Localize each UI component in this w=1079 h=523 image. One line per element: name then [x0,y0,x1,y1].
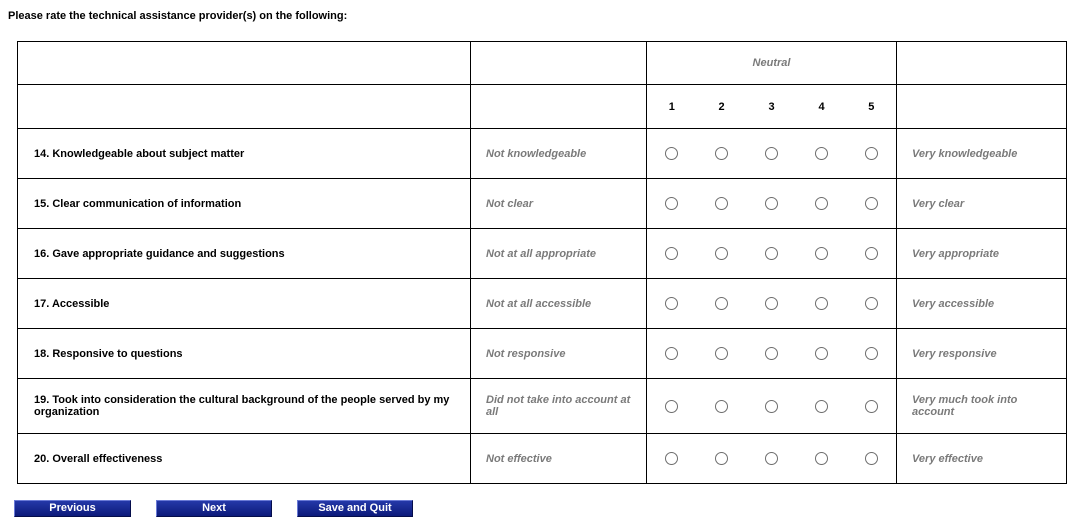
radio-q20-3[interactable] [765,452,778,465]
radio-q17-4[interactable] [815,297,828,310]
scale-number-1: 1 [647,85,697,129]
neutral-label: Neutral [647,42,897,85]
radio-q14-2[interactable] [715,147,728,160]
low-anchor-label: Not effective [471,434,647,484]
question-text: 15. Clear communication of information [18,179,471,229]
low-anchor-label: Not clear [471,179,647,229]
radio-q19-1[interactable] [665,400,678,413]
header-blank-low-anchor [471,85,647,129]
question-text: 19. Took into consideration the cultural background of the people served by my organization [18,379,471,434]
low-anchor-label: Did not take into account at all [471,379,647,434]
radio-q17-1[interactable] [665,297,678,310]
radio-q16-4[interactable] [815,247,828,260]
radio-q14-4[interactable] [815,147,828,160]
question-text: 17. Accessible [18,279,471,329]
high-anchor-label: Very effective [897,434,1067,484]
question-text: 20. Overall effectiveness [18,434,471,484]
low-anchor-label: Not responsive [471,329,647,379]
radio-q15-4[interactable] [815,197,828,210]
radio-q15-3[interactable] [765,197,778,210]
rating-table [17,41,1067,484]
question-text: 18. Responsive to questions [18,329,471,379]
question-row-15 [18,179,1067,229]
radio-q16-5[interactable] [865,247,878,260]
radio-q15-2[interactable] [715,197,728,210]
previous-button[interactable]: Previous [14,500,131,517]
low-anchor-label: Not at all accessible [471,279,647,329]
high-anchor-label: Very much took into account [897,379,1067,434]
radio-q18-2[interactable] [715,347,728,360]
high-anchor-label: Very clear [897,179,1067,229]
radio-q19-4[interactable] [815,400,828,413]
radio-q17-2[interactable] [715,297,728,310]
radio-q16-2[interactable] [715,247,728,260]
radio-q20-4[interactable] [815,452,828,465]
radio-q17-3[interactable] [765,297,778,310]
question-row-17 [18,279,1067,329]
scale-number-4: 4 [797,85,847,129]
header-blank-low-anchor [471,42,647,85]
scale-number-2: 2 [697,85,747,129]
radio-q15-1[interactable] [665,197,678,210]
high-anchor-label: Very responsive [897,329,1067,379]
radio-q15-5[interactable] [865,197,878,210]
low-anchor-label: Not knowledgeable [471,129,647,179]
radio-q14-3[interactable] [765,147,778,160]
question-text: 14. Knowledgeable about subject matter [18,129,471,179]
radio-q18-3[interactable] [765,347,778,360]
scale-number-5: 5 [847,85,897,129]
header-blank-question [18,42,471,85]
question-text: 16. Gave appropriate guidance and suggestions [18,229,471,279]
radio-q18-5[interactable] [865,347,878,360]
save-and-quit-button[interactable]: Save and Quit [297,500,413,517]
high-anchor-label: Very knowledgeable [897,129,1067,179]
header-row-neutral [18,42,1067,85]
question-row-16 [18,229,1067,279]
header-row-numbers [18,85,1067,129]
next-button[interactable]: Next [156,500,272,517]
radio-q16-1[interactable] [665,247,678,260]
page-instruction: Please rate the technical assistance provider(s) on the following: [8,10,348,22]
radio-q19-2[interactable] [715,400,728,413]
question-row-14 [18,129,1067,179]
high-anchor-label: Very accessible [897,279,1067,329]
header-blank-high-anchor [897,85,1067,129]
radio-q19-3[interactable] [765,400,778,413]
radio-q19-5[interactable] [865,400,878,413]
question-row-19 [18,379,1067,434]
radio-q18-1[interactable] [665,347,678,360]
question-row-20 [18,434,1067,484]
high-anchor-label: Very appropriate [897,229,1067,279]
radio-q14-1[interactable] [665,147,678,160]
question-row-18 [18,329,1067,379]
header-blank-high-anchor [897,42,1067,85]
radio-q18-4[interactable] [815,347,828,360]
header-blank-question [18,85,471,129]
radio-q20-1[interactable] [665,452,678,465]
radio-q17-5[interactable] [865,297,878,310]
scale-number-3: 3 [747,85,797,129]
low-anchor-label: Not at all appropriate [471,229,647,279]
radio-q16-3[interactable] [765,247,778,260]
radio-q20-2[interactable] [715,452,728,465]
radio-q20-5[interactable] [865,452,878,465]
radio-q14-5[interactable] [865,147,878,160]
